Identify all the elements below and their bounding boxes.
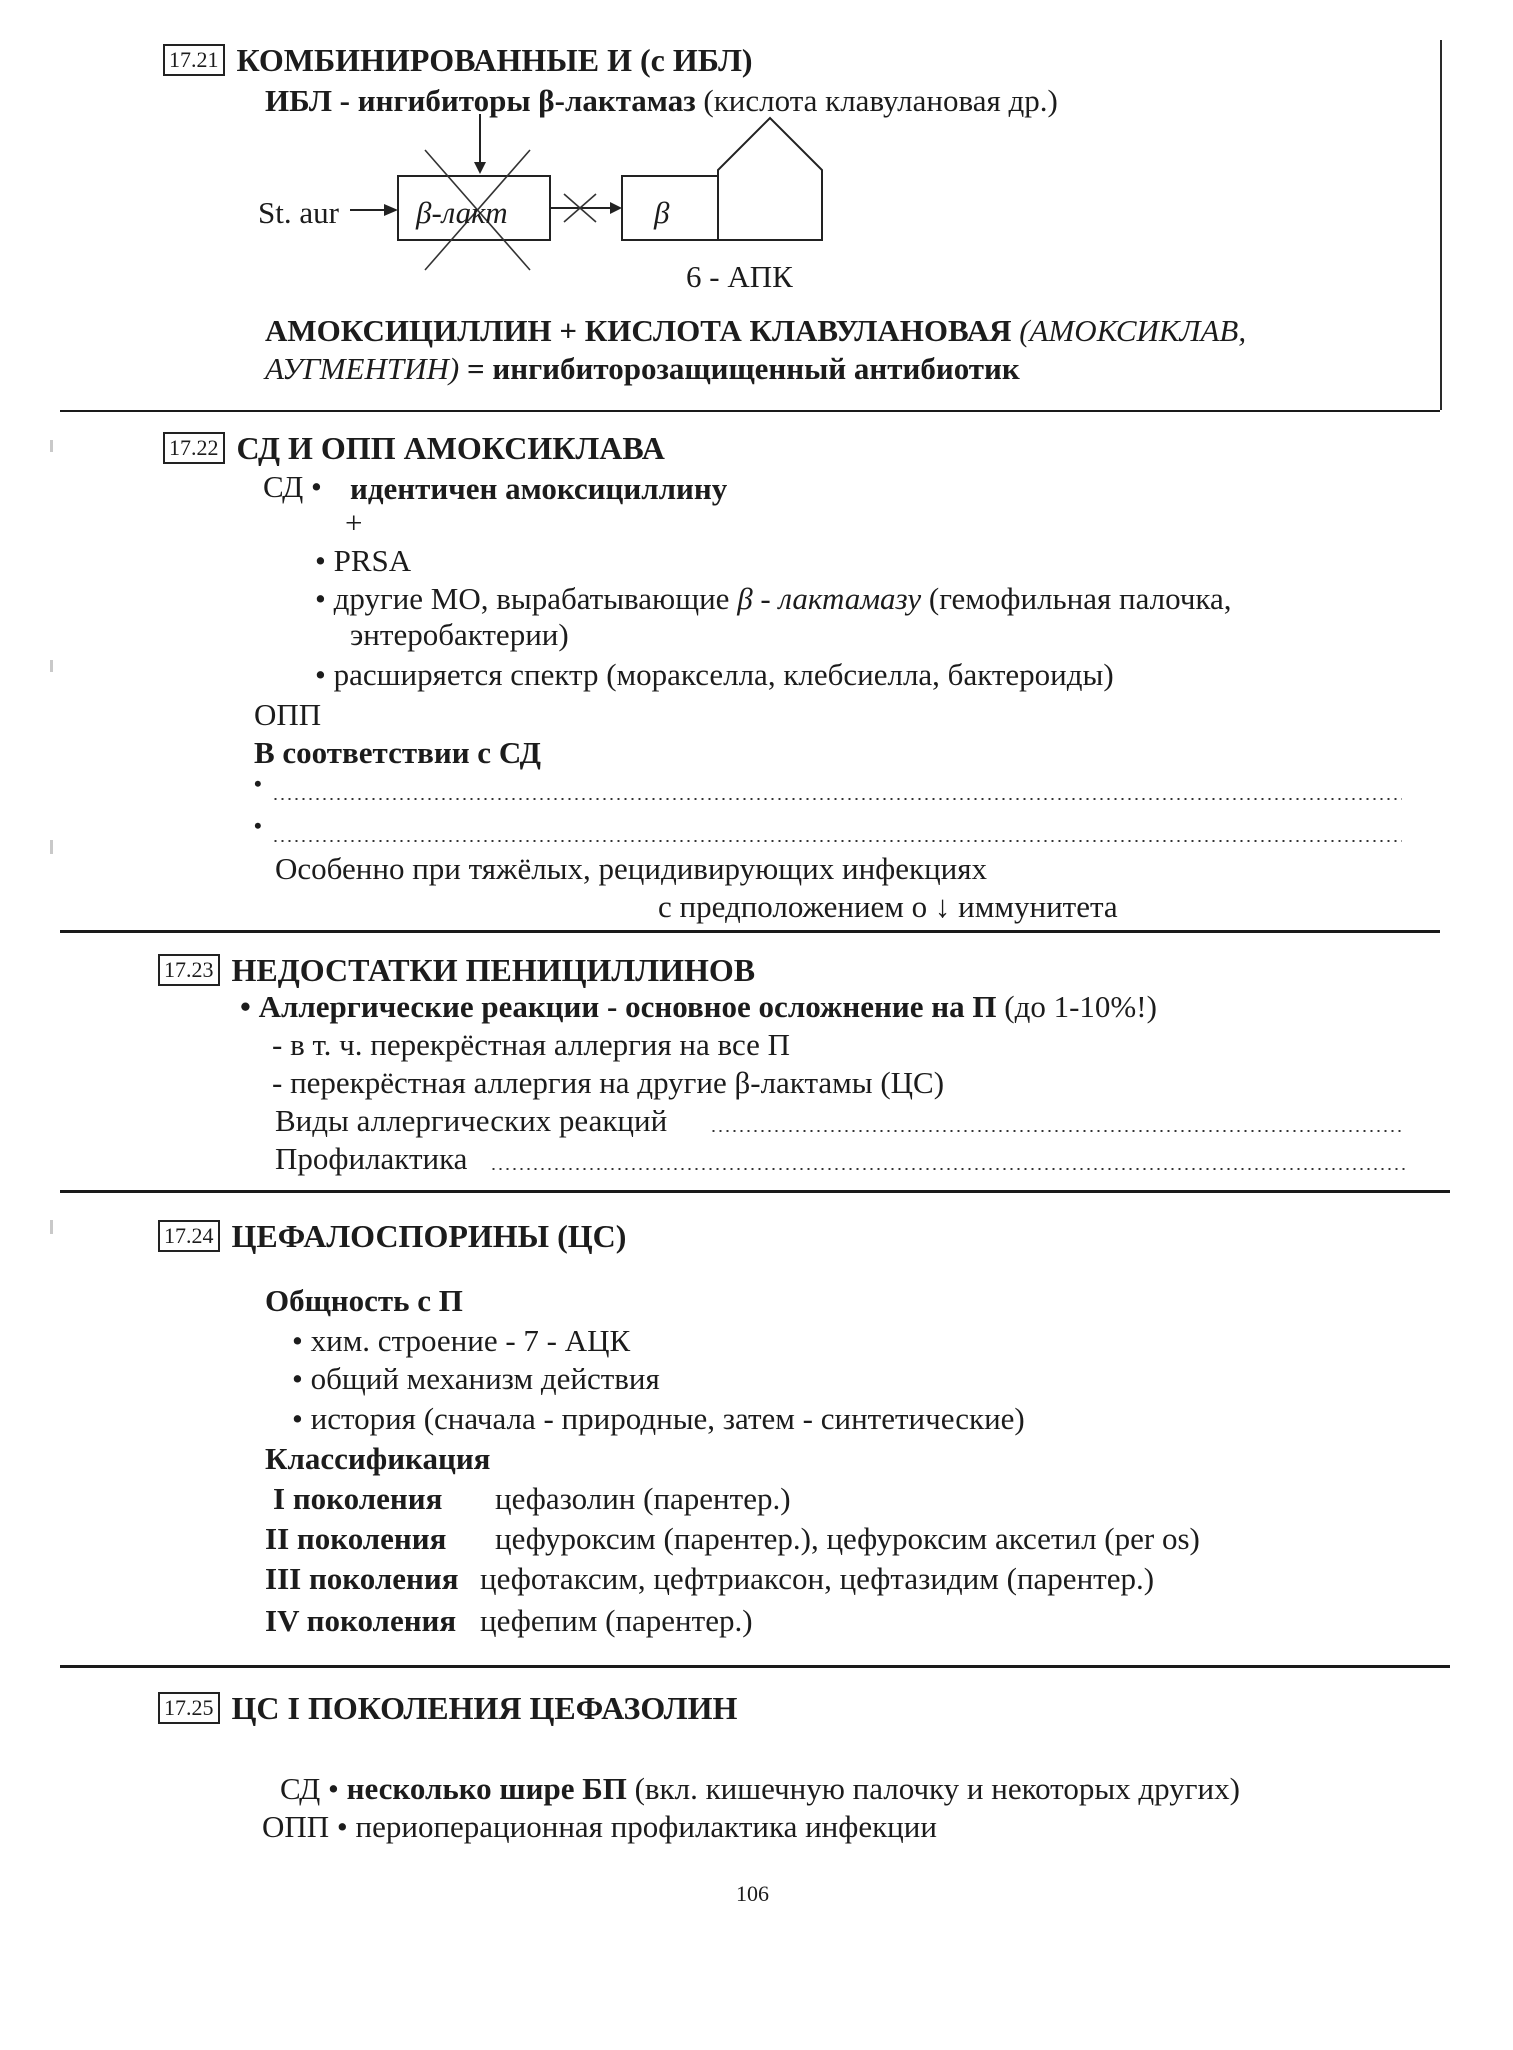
- common-item-3: • история (сначала - природные, затем - синтетические): [292, 1401, 1025, 1436]
- page-number: 106: [736, 1881, 769, 1906]
- sd-spectrum: несколько шире БП: [346, 1771, 627, 1806]
- generation-label: III поколения: [265, 1561, 459, 1596]
- allergy-rate: (до 1-10%!): [996, 989, 1157, 1024]
- mo-text: • другие МО, вырабатывающие: [315, 581, 738, 616]
- generation-drugs: цефуроксим (парентер.), цефуроксим аксетил (per os): [495, 1521, 1200, 1556]
- sd-label: СД •: [280, 1771, 339, 1806]
- generation-drugs: цефепим (парентер.): [480, 1603, 753, 1638]
- cefazolin-sd: [280, 1770, 1240, 1809]
- diagram-caption: 6 - АПК: [686, 259, 793, 294]
- section-divider: [60, 1665, 1450, 1668]
- scan-mark: [50, 840, 53, 854]
- penicillin-core-shape: [718, 118, 822, 240]
- section-number: 17.24: [158, 1220, 220, 1252]
- fill-in-line: [490, 1168, 1405, 1170]
- section-number: 17.23: [158, 954, 220, 986]
- section-17-25-heading: [158, 1688, 737, 1729]
- ibl-example: (кислота клавулановая др.): [695, 83, 1058, 118]
- common-heading: Общность с П: [265, 1283, 463, 1318]
- formula-line-2: [265, 350, 1020, 389]
- note-line-2: с предположением о ↓ иммунитета: [658, 889, 1118, 924]
- scan-mark: [50, 440, 53, 452]
- plus-sign: +: [345, 505, 363, 540]
- fill-in-line: [272, 840, 1402, 842]
- fill-in-line: [710, 1130, 1405, 1132]
- generation-drugs: цефазолин (парентер.): [495, 1481, 791, 1516]
- generation-label: II поколения: [265, 1521, 447, 1556]
- section-number: 17.25: [158, 1692, 220, 1724]
- allergy-types: Виды аллергических реакций: [275, 1103, 668, 1138]
- allergy-sub-2: - перекрёстная аллергия на другие β-лактамы (ЦС): [272, 1065, 945, 1100]
- generation-label: I поколения: [273, 1481, 443, 1516]
- allergy-line: [240, 988, 1157, 1027]
- sd-item-1: идентичен амоксициллину: [350, 471, 728, 506]
- bullet: •: [254, 771, 262, 796]
- classification-heading: Классификация: [265, 1441, 491, 1476]
- section-title: ЦЕФАЛОСПОРИНЫ (ЦС): [231, 1218, 627, 1254]
- section-title: ЦС I ПОКОЛЕНИЯ ЦЕФАЗОЛИН: [231, 1690, 738, 1726]
- sd-item-spectrum: • расширяется спектр (моракселла, клебсиелла, бактероиды): [315, 657, 1114, 692]
- accord-heading: В соответствии с СД: [254, 735, 541, 770]
- common-item-1: • хим. строение - 7 - АЦК: [292, 1323, 631, 1358]
- section-title: СД И ОПП АМОКСИКЛАВА: [236, 430, 665, 466]
- bullet: •: [254, 813, 262, 838]
- sd-detail: (вкл. кишечную палочку и некоторых других): [626, 1771, 1240, 1806]
- formula-line-1: [265, 312, 1246, 351]
- mo-examples: (гемофильная палочка,: [921, 581, 1232, 616]
- generation-drugs: цефотаксим, цефтриаксон, цефтазидим (парентер.): [480, 1561, 1155, 1596]
- section-divider: [60, 1190, 1450, 1193]
- note-line-1: Особенно при тяжёлых, рецидивирующих инфекциях: [275, 851, 988, 886]
- ibl-term: ИБЛ - ингибиторы β-лактамаз: [265, 83, 696, 118]
- generation-label: IV поколения: [265, 1603, 457, 1638]
- formula-result: = ингибиторозащищенный антибиотик: [459, 351, 1020, 386]
- scan-mark: [50, 1220, 53, 1234]
- allergy-main: • Аллергические реакции - основное осложнение на П: [240, 989, 997, 1024]
- section-number: 17.22: [163, 432, 225, 464]
- sd-item-mo: [315, 580, 1232, 619]
- section-17-23-heading: [158, 950, 755, 991]
- diagram-box1-label: β-лакт: [416, 195, 508, 230]
- section-title: КОМБИНИРОВАННЫЕ И (с ИБЛ): [236, 42, 753, 78]
- beta-box: [622, 176, 718, 240]
- scan-mark: [50, 660, 53, 672]
- allergy-sub-1: - в т. ч. перекрёстная аллергия на все П: [272, 1027, 790, 1062]
- fill-in-line: [272, 798, 1402, 800]
- sd-item-mo-cont: энтеробактерии): [350, 617, 569, 652]
- formula-brand-1: (АМОКСИКЛАВ,: [1019, 313, 1247, 348]
- formula-brand-2: АУГМЕНТИН): [265, 351, 460, 386]
- section-divider: [60, 410, 1440, 412]
- formula-drug: АМОКСИЦИЛЛИН + КИСЛОТА КЛАВУЛАНОВАЯ: [265, 313, 1012, 348]
- section-divider: [60, 930, 1440, 933]
- prevention: Профилактика: [275, 1141, 468, 1176]
- mo-enzyme: β - лактамазу: [737, 581, 922, 616]
- sd-label: СД •: [263, 469, 322, 504]
- diagram-box2-label: β: [654, 195, 670, 230]
- margin-line: [1440, 40, 1442, 410]
- section-17-24-heading: [158, 1216, 626, 1257]
- sd-item-prsa: • PRSA: [315, 543, 412, 578]
- section-17-21-heading: [163, 40, 753, 81]
- section-number: 17.21: [163, 44, 225, 76]
- section-title: НЕДОСТАТКИ ПЕНИЦИЛЛИНОВ: [231, 952, 756, 988]
- common-item-2: • общий механизм действия: [292, 1361, 660, 1396]
- section-17-22-heading: [163, 428, 665, 469]
- opp-label: ОПП: [254, 697, 322, 732]
- diagram-organism: St. aur: [258, 195, 339, 230]
- cefazolin-opp: ОПП • периоперационная профилактика инфекции: [262, 1809, 937, 1844]
